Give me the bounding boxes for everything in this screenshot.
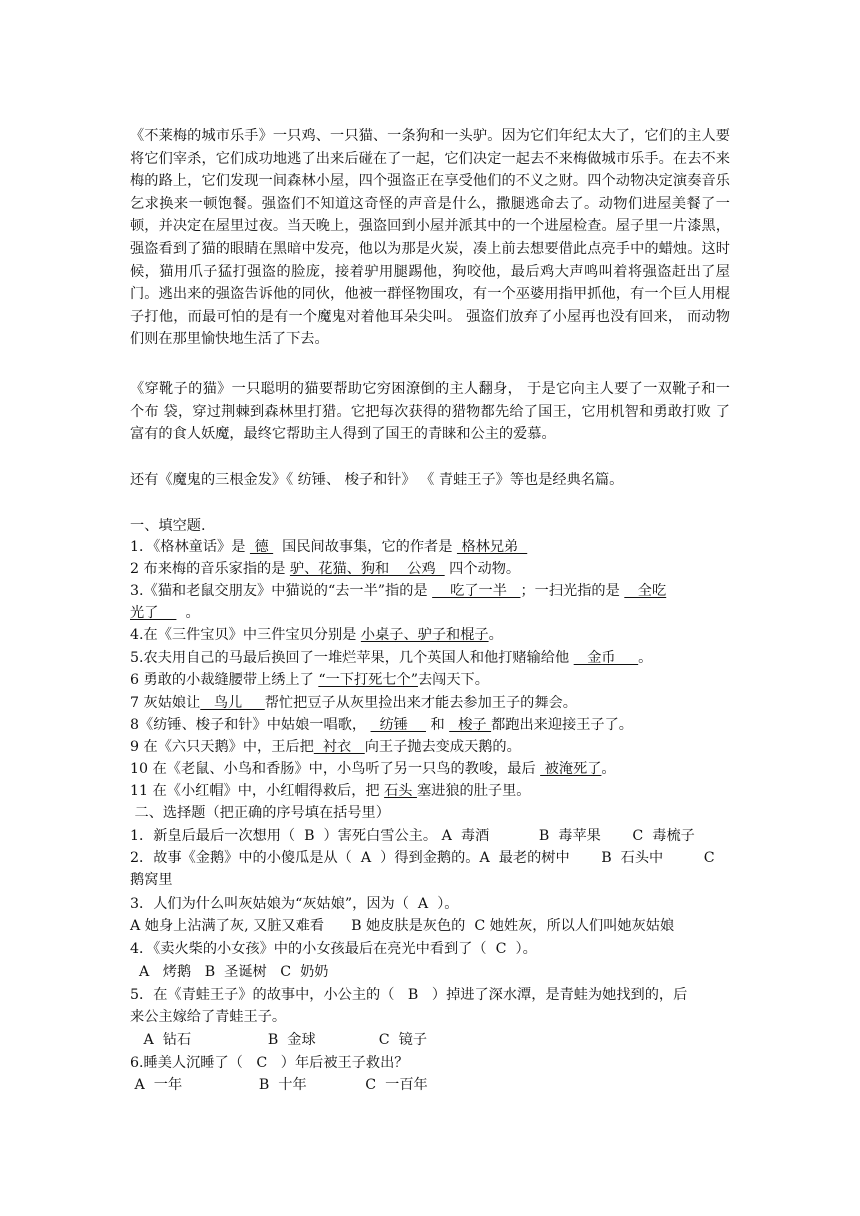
story-puss-in-boots: 《穿靴子的猫》一只聪明的猫要帮助它穷困潦倒的主人翻身， 于是它向主人要了一双靴子和一个布 袋，穿过荆棘到森林里打猎。它把每次获得的猎物都先给了国王，它用机智和勇敢打败 了富有的食人妖魔，最终它帮助主人得到了国王的青睐和公主的爱慕。 [130,381,730,443]
answer-1a: 德 [249,539,274,555]
section2-title: 二、选择题（把正确的序号填在括号里） [130,805,390,821]
answer-5: 金币 [573,650,639,666]
answer-7: 鸟儿 [200,695,265,711]
answer-3b: 全吃 [624,583,667,599]
choice-line: A 钻石 B 金球 C 镜子 [130,1032,428,1048]
question-8: 8《纺锤、梭子和针》中姑娘一唱歌， 纺锤 和 梭子 都跑出来迎接王子了。 [130,717,633,733]
answer-11: 石头 [384,783,417,799]
answer-10: 被淹死了 [540,761,602,777]
choice-line: 鹅窝里 [130,872,173,888]
section1-title: 一、填空题. [130,518,206,534]
question-9: 9 在《六只天鹅》中，王后把 衬衣 向王子抛去变成天鹅的。 [130,739,521,755]
choice-line: 1．新皇后最后一次想用（ B ）害死白雪公主。 A 毒酒 B 毒苹果 C 毒梳子 [130,828,695,844]
question-5: 5.农夫用自己的马最后换回了一堆烂苹果，几个英国人和他打赌输给他 金币 。 [130,650,653,666]
question-11: 11 在《小红帽》中，小红帽得救后，把 石头 塞进狼的肚子里。 [130,783,531,799]
answer-6: “一下打死七个” [318,672,418,688]
question-3-cont: 光了 。 [130,605,200,621]
choice-line: 来公主嫁给了青蛙王子。 [130,1009,287,1025]
choice-line: 6.睡美人沉睡了（ C ）年后被王子救出？ [130,1055,409,1071]
question-10: 10 在《老鼠、小鸟和香肠》中，小鸟听了另一只鸟的教唆，最后 被淹死了。 [130,761,616,777]
story-bremen: 《不莱梅的城市乐手》一只鸡、一只猫、一条狗和一头驴。因为它们年纪太大了，它们的主人要将它们宰杀，它们成功地逃了出来后碰在了一起，它们决定一起去不来梅做城市乐手。在去不来梅的路上，它们发现一间森林小屋，四个强盗正在享受他们的不义之财。四个动物决定演奏音乐乞求换来一顿饱餐。强盗们不知道这奇怪的声音是什么，撒腿逃命去了。动物们进屋美餐了一顿，并决定在屋里过夜。当天晚上，强盗回到小屋并派其中的一个进屋检查。屋子里一片漆黑，强盗看到了猫的眼睛在黑暗中发亮，他以为那是火炭，凑上前去想要借此点亮手中的蜡烛。这时候，猫用爪子猛打强盗的脸庞，接着驴用腿踢他，狗咬他，最后鸡大声鸣叫着将强盗赶出了屋门。逃出来的强盗告诉他的同伙，他被一群怪物围攻，有一个巫婆用指甲抓他，有一个巨人用棍子打他，而最可怕的是有一个魔鬼对着他耳朵尖叫。 强盗们放弃了小屋再也没有回来， 而动物们则在那里愉快地生活了下去。 [130,128,730,348]
choice-line: 5．在《青蛙王子》的故事中，小公主的（ B ）掉进了深水潭，是青蛙为她找到的，后 [130,987,688,1003]
answer-8b: 梭子 [449,717,492,733]
choice-line: 4．《卖火柴的小女孩》中的小女孩最后在亮光中看到了（ C ）。 [130,941,537,957]
question-1: 1．《格林童话》是 德 国民间故事集，它的作者是 格林兄弟 [130,539,528,555]
question-4: 4.在《三件宝贝》中三件宝贝分别是 小桌子、驴子和棍子。 [130,627,503,643]
question-3: 3.《猫和老鼠交朋友》中猫说的“去一半”指的是 吃了一半 ；一扫光指的是 全吃 [130,583,667,599]
question-7: 7 灰姑娘让 鸟儿 帮忙把豆子从灰里捡出来才能去参加王子的舞会。 [130,695,577,711]
choice-line: A 一年 B 十年 C 一百年 [130,1077,428,1093]
answer-3a: 吃了一半 [432,583,521,599]
choice-line: 3．人们为什么叫灰姑娘为“灰姑娘”，因为（ A ）。 [130,896,459,912]
answer-3b-cont: 光了 [130,605,177,621]
answer-2: 驴、花猫、狗和 公鸡 [289,561,445,577]
answer-4: 小桌子、驴子和棍子 [360,627,489,643]
choice-line: A 她身上沾满了灰, 又脏又难看 B 她皮肤是灰色的 C 她姓灰，所以人们叫她灰姑娘 [130,918,675,934]
answer-8a: 纺锤 [370,717,426,733]
question-6: 6 勇敢的小裁缝腰带上绣上了 “一下打死七个”去闯天下。 [130,672,489,688]
choice-line: 2．故事《金鹅》中的小傻瓜是从（ A ）得到金鹅的。A 最老的树中 B 石头中 C [130,850,715,866]
question-2: 2 布来梅的音乐家指的是 驴、花猫、狗和 公鸡 四个动物。 [130,561,521,577]
story-others: 还有《魔鬼的三根金发》《 纺锤、 梭子和针》 《 青蛙王子》等也是经典名篇。 [130,472,624,488]
answer-1b: 格林兄弟 [456,539,528,555]
answer-9: 衬衣 [313,739,365,755]
choice-line: A 烤鹅 B 圣诞树 C 奶奶 [130,964,329,980]
